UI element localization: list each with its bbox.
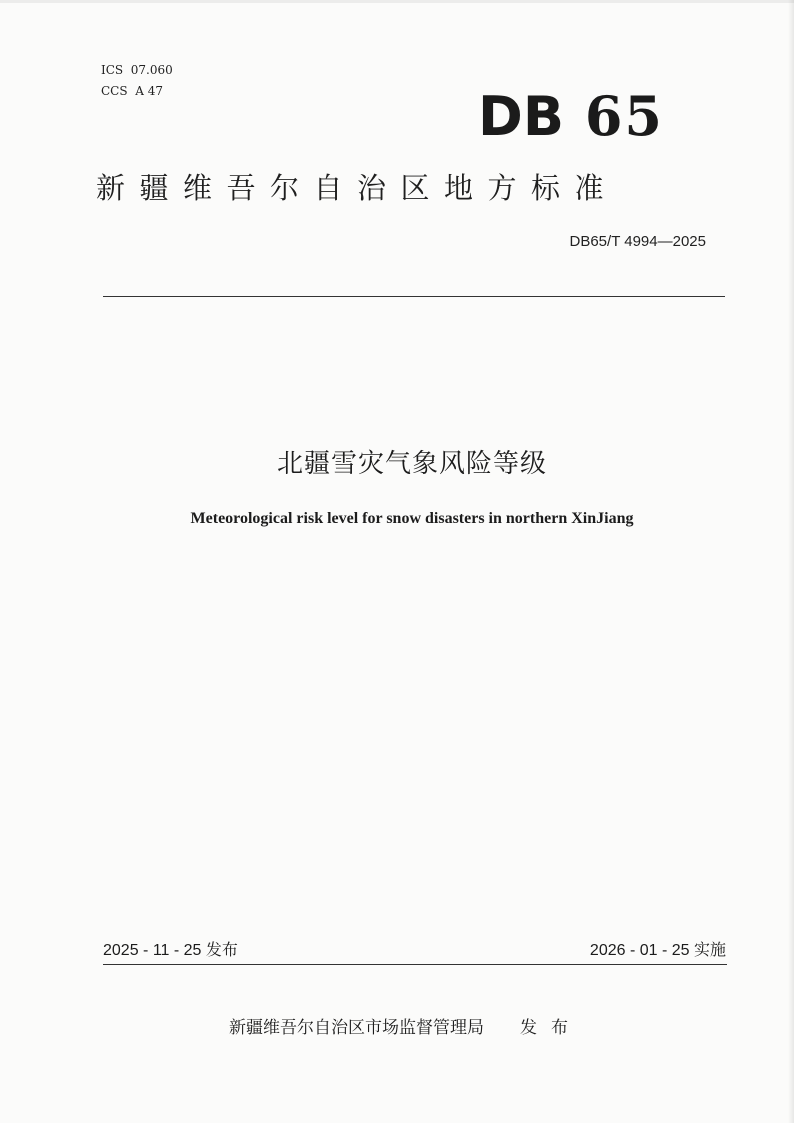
standard-number: DB65/T 4994—2025	[569, 233, 706, 250]
classification-codes	[101, 60, 173, 102]
scan-edge-top	[0, 0, 794, 3]
issuer-name: 新疆维吾尔自治区市场监督管理局	[229, 1018, 484, 1038]
title-english: Meteorological risk level for snow disasters in northern XinJiang	[190, 510, 634, 527]
db-code-logo	[478, 86, 664, 147]
db-code-digits: 65	[584, 84, 664, 148]
effective-date: 2026 - 01 - 25 实施	[589, 942, 726, 959]
issuing-authority	[229, 1016, 582, 1040]
issuer-verb: 发布	[520, 1018, 582, 1038]
header-divider	[103, 296, 725, 297]
footer-divider	[103, 964, 727, 965]
title-chinese: 北疆雪灾气象风险等级	[276, 449, 547, 479]
standard-type-heading: 新疆维吾尔自治区地方标准	[96, 171, 619, 205]
db-code-letters: DB	[478, 85, 565, 148]
issue-date: 2025 - 11 - 25 发布	[103, 942, 238, 959]
scan-edge-right	[788, 0, 794, 1123]
ccs-code: CCS A 47	[101, 84, 163, 98]
ics-code: ICS 07.060	[101, 63, 173, 77]
